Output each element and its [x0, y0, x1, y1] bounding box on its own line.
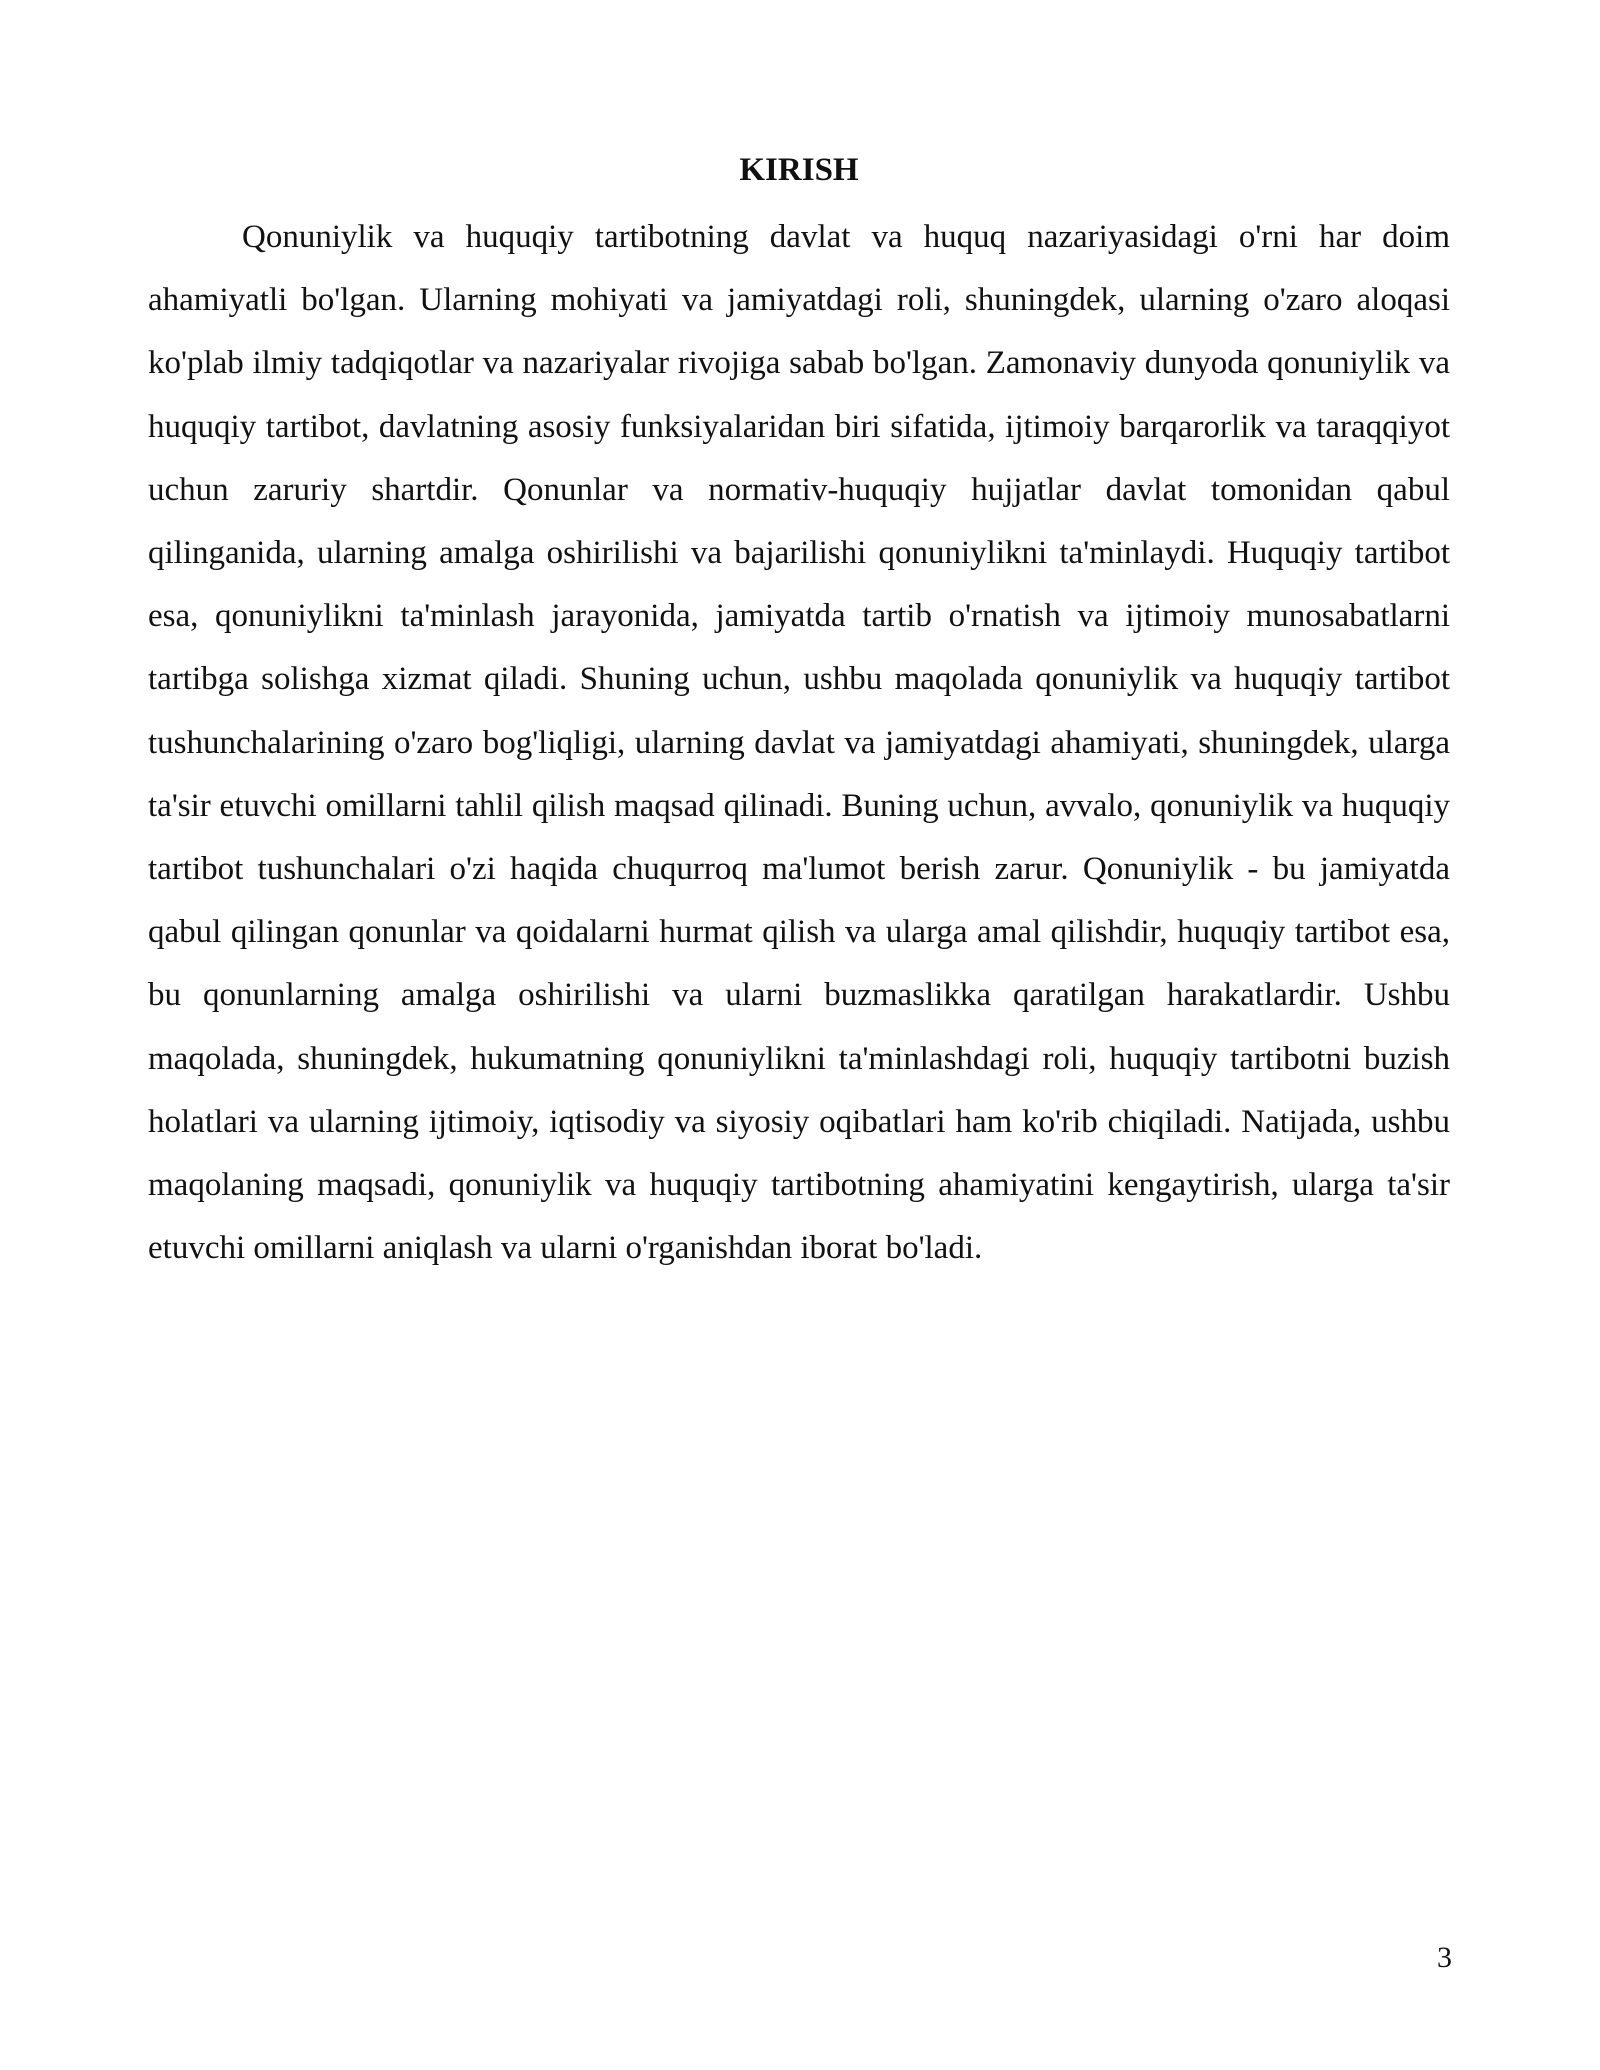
page-content [148, 148, 1450, 1280]
body-paragraph: Qonuniylik va huquqiy tartibotning davlat va huquq nazariyasidagi o'rni har doim ahamiyatli bo'lgan. Ularning mohiyati va jamiyatdagi roli, shuningdek, ularning o'zaro aloqasi ko'plab ilmiy tadqiqotlar va nazariyalar rivojiga sabab bo'lgan. Zamonaviy dunyoda qonuniylik va huquqiy tartibot, davlatning asosiy funksiyalaridan biri sifatida, ijtimoiy barqarorlik va taraqqiyot uchun zaruriy shartdir. Qonunlar va normativ-huquqiy hujjatlar davlat tomonidan qabul qilinganida, ularning amalga oshirilishi va bajarilishi qonuniylikni ta'minlaydi. Huquqiy tartibot esa, qonuniylikni ta'minlash jarayonida, jamiyatda tartib o'rnatish va ijtimoiy munosabatlarni tartibga solishga xizmat qiladi. Shuning uchun, ushbu maqolada qonuniylik va huquqiy tartibot tushunchalarining o'zaro bog'liqligi, ularning davlat va jamiyatdagi ahamiyati, shuningdek, ularga ta'sir etuvchi omillarni tahlil qilish maqsad qilinadi. Buning uchun, avvalo, qonuniylik va huquqiy tartibot tushunchalari o'zi haqida chuqurroq ma'lumot berish zarur. Qonuniylik - bu jamiyatda qabul qilingan qonunlar va qoidalarni hurmat qilish va ularga amal qilishdir, huquqiy tartibot esa, bu qonunlarning amalga oshirilishi va ularni buzmaslikka qaratilgan harakatlardir. Ushbu maqolada, shuningdek, hukumatning qonuniylikni ta'minlashdagi roli, huquqiy tartibotni buzish holatlari va ularning ijtimoiy, iqtisodiy va siyosiy oqibatlari ham ko'rib chiqiladi. Natijada, ushbu maqolaning maqsadi, qonuniylik va huquqiy tartibotning ahamiyatini kengaytirish, ularga ta'sir etuvchi omillarni aniqlash va ularni o'rganishdan iborat bo'ladi. [148, 219, 1450, 1267]
section-heading: KIRISH [739, 152, 859, 188]
page-number: 3 [1437, 1941, 1452, 1974]
